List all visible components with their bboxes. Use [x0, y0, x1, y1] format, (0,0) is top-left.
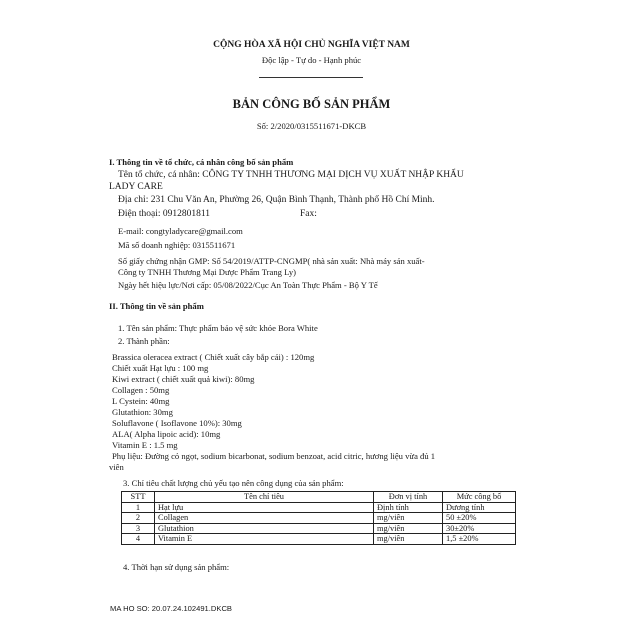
table-row — [122, 513, 516, 524]
national-motto: Độc lập - Tự do - Hạnh phúc — [261, 55, 362, 65]
table-cell: 2 — [122, 513, 155, 524]
document-title: BẢN CÔNG BỐ SẢN PHẨM — [232, 97, 391, 111]
table-cell: mg/viên — [374, 523, 443, 534]
shelf-life-label: 4. Thời hạn sử dụng sản phẩm: — [123, 562, 230, 572]
composition-label: 2. Thành phần: — [118, 336, 170, 346]
table-header-cell: Mức công bố — [443, 492, 516, 503]
table-cell: Glutathion — [155, 523, 374, 534]
section1-heading: I. Thông tin về tổ chức, cá nhân công bố sản phẩm — [109, 157, 294, 167]
ingredient-item: L Cystein: 40mg — [112, 396, 170, 406]
org-phone: Điện thoại: 0912801811 — [118, 209, 210, 219]
quality-label: 3. Chỉ tiêu chất lượng chủ yếu tạo nên công dụng của sản phẩm: — [123, 478, 344, 488]
org-tax-code: Mã số doanh nghiệp: 0315511671 — [118, 240, 236, 250]
table-header-cell: Đơn vị tính — [374, 492, 443, 503]
table-cell: mg/viên — [374, 534, 443, 545]
ingredient-item: ALA( Alpha lipoic acid): 10mg — [112, 429, 221, 439]
table-cell: 4 — [122, 534, 155, 545]
table-row — [122, 534, 516, 545]
dossier-code: MA HO SO: 20.07.24.102491.DKCB — [110, 604, 232, 613]
table-cell: 1,5 ±20% — [443, 534, 516, 545]
ingredient-item: Chiết xuất Hạt lựu : 100 mg — [112, 363, 209, 373]
table-cell: Vitamin E — [155, 534, 374, 545]
certificate-expiry: Ngày hết hiệu lực/Nơi cấp: 05/08/2022/Cục An Toàn Thực Phẩm - Bộ Y Tế — [118, 280, 378, 290]
ingredient-item: Soluflavone ( Isoflavone 10%): 30mg — [112, 418, 242, 428]
ingredient-item: Brassica oleracea extract ( Chiết xuất cây bắp cải) : 120mg — [112, 352, 315, 362]
ingredient-item: Vitamin E : 1.5 mg — [112, 440, 178, 450]
gmp-certificate-line2: Công ty TNHH Thương Mại Dược Phẩm Trang Ly) — [118, 267, 297, 277]
org-name-line1: Tên tổ chức, cá nhân: CÔNG TY TNHH THƯƠNG MẠI DỊCH VỤ XUẤT NHẬP KHẨU — [118, 170, 464, 180]
table-header-row — [122, 492, 516, 503]
org-address: Địa chỉ: 231 Chu Văn An, Phường 26, Quận Bình Thạnh, Thành phố Hồ Chí Minh. — [118, 195, 435, 205]
ingredient-item: Glutathion: 30mg — [112, 407, 173, 417]
table-header-cell: STT — [122, 492, 155, 503]
table-row — [122, 502, 516, 513]
table-cell: Hạt lựu — [155, 502, 374, 513]
section2-heading: II. Thông tin về sản phẩm — [109, 301, 204, 311]
table-cell: Định tính — [374, 502, 443, 513]
table-cell: 30±20% — [443, 523, 516, 534]
table-cell: Dương tính — [443, 502, 516, 513]
header-divider — [259, 77, 363, 78]
gmp-certificate-line1: Số giấy chứng nhận GMP: Số 54/2019/ATTP-CNGMP( nhà sản xuất: Nhà máy sản xuất- — [118, 256, 425, 266]
org-name-line2: LADY CARE — [109, 182, 163, 192]
excipients-line2: viên — [109, 462, 124, 472]
product-name: 1. Tên sản phẩm: Thực phẩm bảo vệ sức khỏe Bora White — [118, 323, 318, 333]
document-number: Số: 2/2020/0315511671-DKCB — [256, 121, 367, 131]
quality-table — [121, 491, 516, 545]
table-cell: Collagen — [155, 513, 374, 524]
table-cell: mg/viên — [374, 513, 443, 524]
excipients-line1: Phụ liệu: Đường cỏ ngọt, sodium bicarbonat, sodium benzoat, acid citric, hương liệu vừa đủ 1 — [112, 451, 436, 461]
table-header-cell: Tên chỉ tiêu — [155, 492, 374, 503]
table-cell: 1 — [122, 502, 155, 513]
table-row — [122, 523, 516, 534]
table-cell: 3 — [122, 523, 155, 534]
country-name: CỘNG HÒA XÃ HỘI CHỦ NGHĨA VIỆT NAM — [213, 40, 410, 50]
ingredient-item: Collagen : 50mg — [112, 385, 170, 395]
ingredient-item: Kiwi extract ( chiết xuất quả kiwi): 80mg — [112, 374, 255, 384]
org-fax: Fax: — [300, 209, 317, 219]
table-cell: 50 ±20% — [443, 513, 516, 524]
org-email: E-mail: congtyladycare@gmail.com — [118, 226, 243, 236]
